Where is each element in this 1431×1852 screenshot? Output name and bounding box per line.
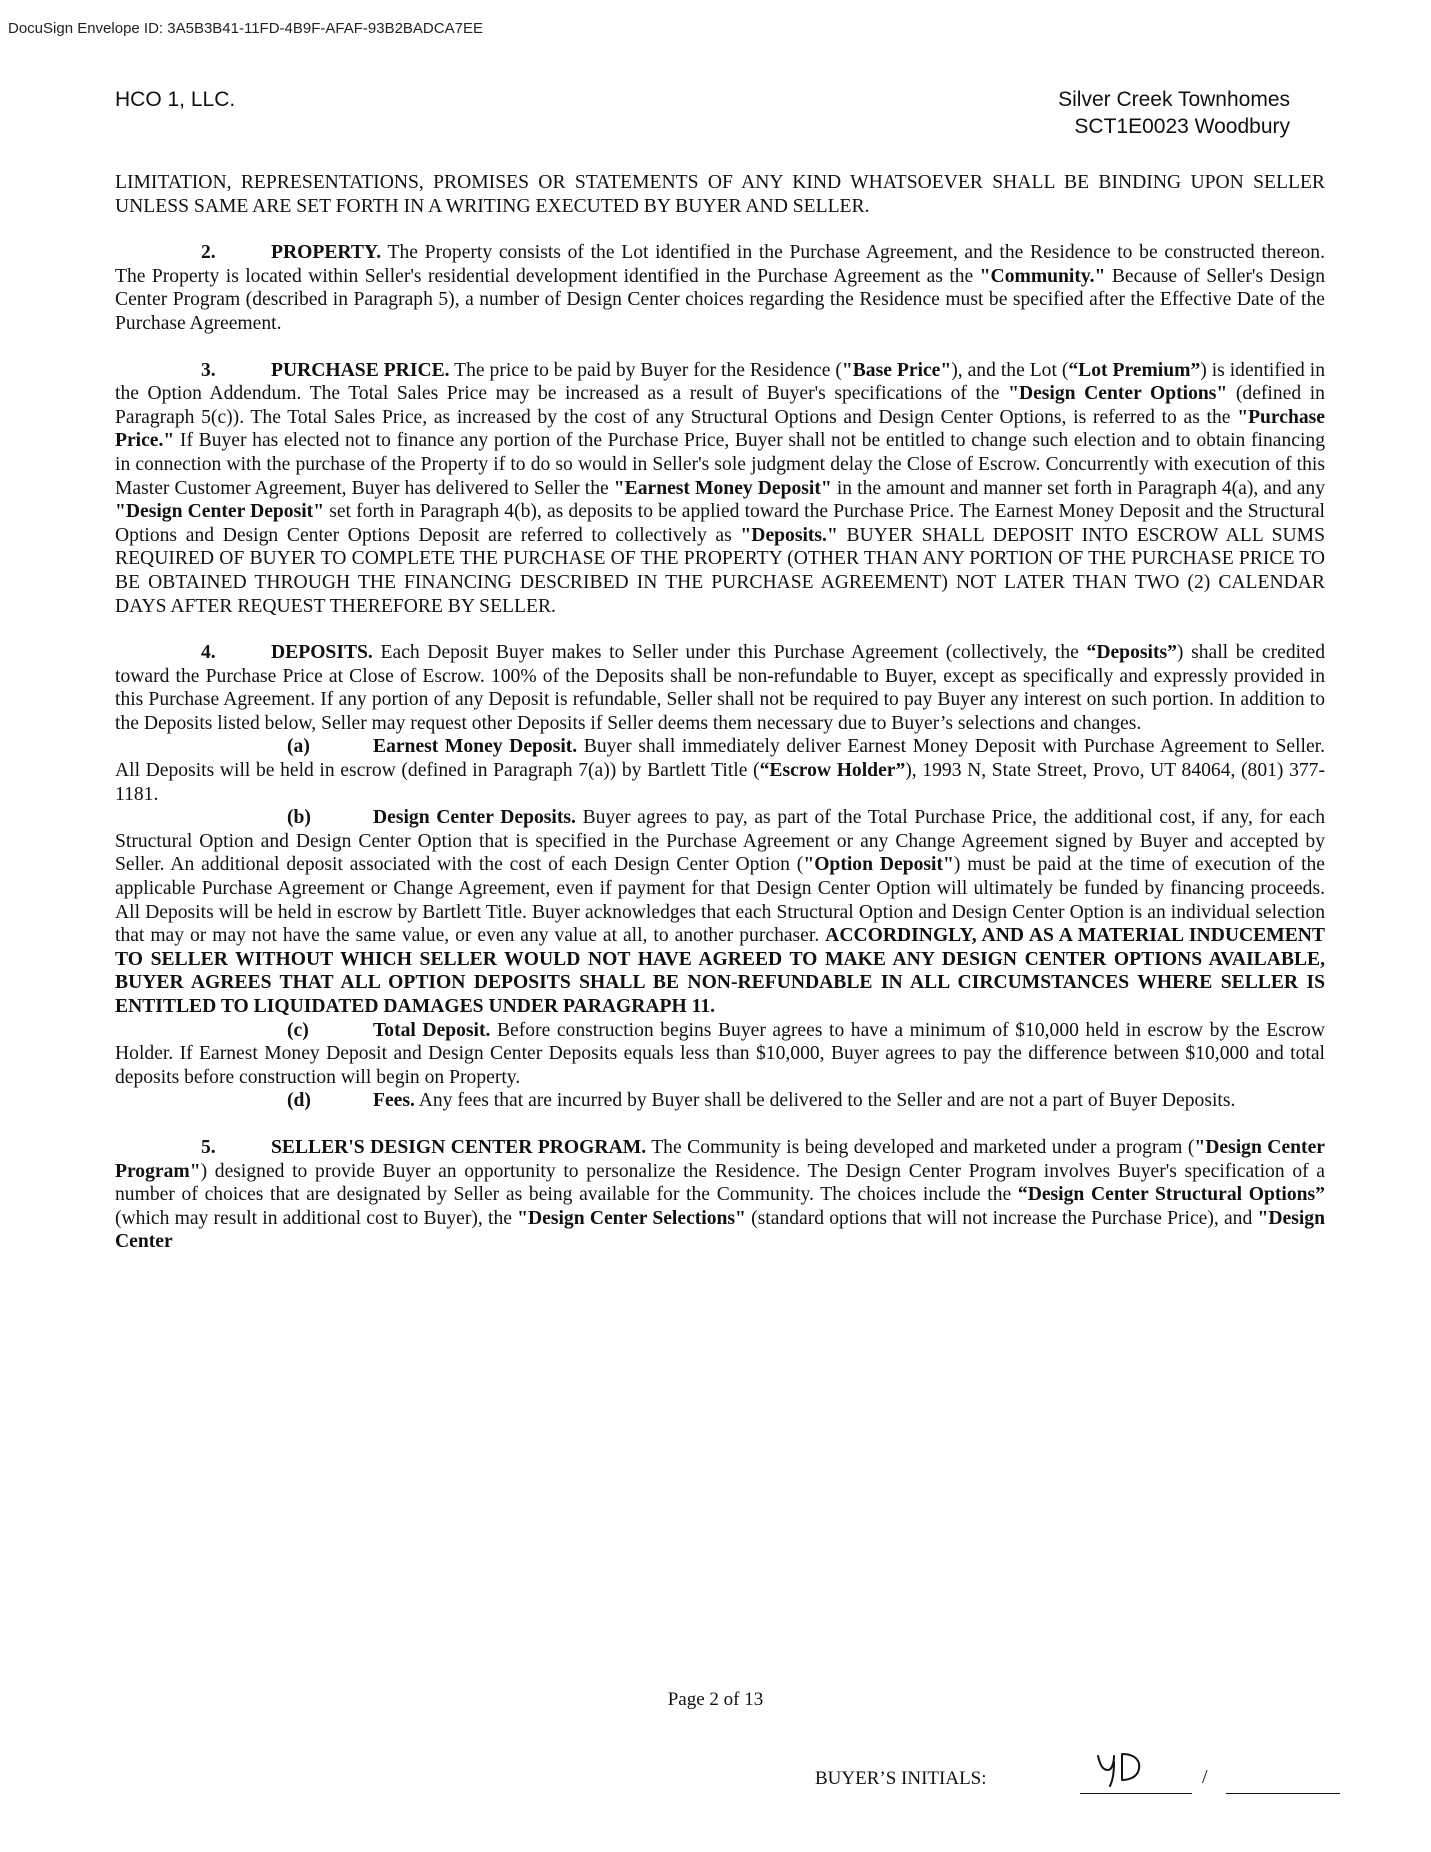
header-community: Silver Creek Townhomes (1058, 88, 1290, 111)
section-3-purchase-price: 3. PURCHASE PRICE. The price to be paid by Buyer for the Residence ("Base Price"), and the Lot (“Lot Premium”) is identified in the Option Addendum. The Total Sales Price may be increased as a result of Buyer's specifications of the "Design Center Options" (defined in Paragraph 5(c)). The Total Sales Price, as increased by the cost of any Structural Options and Design Center Options, is referred to as the "Purchase Price." If Buyer has elected not to finance any portion of the Purchase Price, Buyer shall not be entitled to change such election and to obtain financing in connection with the purchase of the Property if to do so would in Seller's sole judgment delay the Close of Escrow. Concurrently with execution of this Master Customer Agreement, Buyer has delivered to Seller the "Earnest Money Deposit" in the amount and manner set forth in Paragraph 4(a), and any "Design Center Deposit" set forth in Paragraph 4(b), as deposits to be applied toward the Purchase Price. The Earnest Money Deposit and the Structural Options and Design Center Options Deposit are referred to collectively as "Deposits." BUYER SHALL DEPOSIT INTO ESCROW ALL SUMS REQUIRED OF BUYER TO COMPLETE THE PURCHASE OF THE PROPERTY (OTHER THAN ANY PORTION OF THE PURCHASE PRICE TO BE OBTAINED THROUGH THE FINANCING DESCRIBED IN THE PURCHASE AGREEMENT) NOT LATER THAN TWO (2) CALENDAR DAYS AFTER REQUEST THEREFORE BY SELLER. (115, 359, 1326, 617)
section-5-design-center-program: 5. SELLER'S DESIGN CENTER PROGRAM. The Community is being developed and marketed under a program ("Design Center Program") designed to provide Buyer an opportunity to personalize the Residence. The Design Center Program involves Buyer's specification of a number of choices that are designated by Seller as being available for the Community. The choices include the “Design Center Structural Options” (which may result in additional cost to Buyer), the "Design Center Selections" (standard options that will not increase the Purchase Price), and "Design Center (115, 1136, 1325, 1253)
docusign-envelope-id: DocuSign Envelope ID: 3A5B3B41-11FD-4B9F-AFAF-93B2BADCA7EE (8, 20, 483, 37)
subsection-number: (a) (287, 736, 310, 758)
header-company: HCO 1, LLC. (115, 88, 236, 111)
subsection-number: (b) (287, 807, 311, 829)
document-body (115, 171, 1325, 1254)
buyer-1-initials-line[interactable] (1080, 1793, 1192, 1794)
subsection-number: (c) (287, 1019, 309, 1041)
section-title: PROPERTY. (271, 242, 382, 264)
non-refundable-clause: ACCORDINGLY, AND AS A MATERIAL INDUCEMENT TO SELLER WITHOUT WHICH SELLER WOULD NOT HAVE AGREED TO MAKE ANY DESIGN CENTER OPTIONS AVAILABLE, BUYER AGREES THAT ALL OPTION DEPOSITS SHALL BE NON-REFUNDABLE IN ALL CIRCUMSTANCES WHERE SELLER IS ENTITLED TO LIQUIDATED DAMAGES UNDER PARAGRAPH 11. (115, 925, 1326, 1017)
subsection-title: Total Deposit. (373, 1019, 491, 1041)
section-2-property: 2. PROPERTY. The Property consists of the Lot identified in the Purchase Agreement, and the Residence to be constructed thereon. The Property is located within Seller's residential development identified in the Purchase Agreement as the "Community." Because of Seller's Design Center Program (described in Paragraph 5), a number of Design Center choices regarding the Residence must be specified after the Effective Date of the Purchase Agreement. (115, 242, 1326, 334)
subsection-4a-earnest-money: (a) Earnest Money Deposit. Buyer shall immediately deliver Earnest Money Deposit with Purchase Agreement to Seller. All Deposits will be held in escrow (defined in Paragraph 7(a)) by Bartlett Title (“Escrow Holder”), 1993 N, State Street, Provo, UT 84064, (801) 377-1181. (115, 736, 1325, 805)
section-4-deposits: 4. DEPOSITS. Each Deposit Buyer makes to Seller under this Purchase Agreement (collectively, the “Deposits”) shall be credited toward the Purchase Price at Close of Escrow. 100% of the Deposits shall be non-refundable to Buyer, except as specifically and expressly provided in this Purchase Agreement. If any portion of any Deposit is refundable, Seller shall not be required to pay Buyer any interest on such portion. In addition to the Deposits listed below, Seller may request other Deposits if Seller deems them necessary due to Buyer’s selections and changes. (115, 642, 1325, 734)
section-number: 3. (201, 359, 216, 381)
subsection-4d-fees: (d) Fees. Any fees that are incurred by Buyer shall be delivered to the Seller and are not a part of Buyer Deposits. (287, 1090, 1236, 1112)
buyer-initials-label: BUYER’S INITIALS: (815, 1768, 987, 1789)
subsection-title: Fees. (373, 1090, 415, 1112)
initials-separator: / (1202, 1766, 1208, 1788)
page-number: Page 2 of 13 (667, 1689, 764, 1710)
subsection-title: Design Center Deposits. (373, 807, 576, 829)
section-number: 2. (201, 242, 216, 264)
header-lot-code: SCT1E0023 Woodbury (1074, 115, 1290, 138)
intro-paragraph: LIMITATION, REPRESENTATIONS, PROMISES OR STATEMENTS OF ANY KIND WHATSOEVER SHALL BE BINDING UPON SELLER UNLESS SAME ARE SET FORTH IN A WRITING EXECUTED BY BUYER AND SELLER. (115, 172, 1325, 217)
section-title: SELLER'S DESIGN CENTER PROGRAM. (271, 1136, 647, 1158)
subsection-number: (d) (287, 1090, 311, 1112)
section-number: 4. (201, 642, 216, 664)
section-title: PURCHASE PRICE. (271, 359, 450, 381)
subsection-4c-total-deposit: (c) Total Deposit. Before construction begins Buyer agrees to have a minimum of $10,000 held in escrow by the Escrow Holder. If Earnest Money Deposit and Design Center Deposits equals less than $10,000, Buyer agrees to pay the difference between $10,000 and total deposits before construction will begin on Property. (115, 1019, 1325, 1088)
header-project (1058, 86, 1290, 140)
subsection-title: Earnest Money Deposit. (373, 736, 578, 758)
buyer-2-initials-line[interactable] (1226, 1793, 1340, 1794)
section-number: 5. (201, 1136, 216, 1158)
section-title: DEPOSITS. (271, 642, 373, 664)
buyer-initials-signature (1092, 1748, 1152, 1790)
subsection-4b-design-center-deposits: (b) Design Center Deposits. Buyer agrees to pay, as part of the Total Purchase Price, the additional cost, if any, for each Structural Option and Design Center Option that is specified in the Purchase Agreement or any Change Agreement signed by Buyer and accepted by Seller. An additional deposit associated with the cost of each Design Center Option ("Option Deposit") must be paid at the time of execution of the applicable Purchase Agreement or Change Agreement, even if payment for that Design Center Option will ultimately be funded by financing proceeds. All Deposits will be held in escrow by Bartlett Title. Buyer acknowledges that each Structural Option and Design Center Option is an individual selection that may or may not have the same value, or even any value at all, to another purchaser. ACCORDINGLY, AND AS A MATERIAL INDUCEMENT TO SELLER WITHOUT WHICH SELLER WOULD NOT HAVE AGREED TO MAKE ANY DESIGN CENTER OPTIONS AVAILABLE, BUYER AGREES THAT ALL OPTION DEPOSITS SHALL BE NON-REFUNDABLE IN ALL CIRCUMSTANCES WHERE SELLER IS ENTITLED TO LIQUIDATED DAMAGES UNDER PARAGRAPH 11. (115, 807, 1326, 1017)
